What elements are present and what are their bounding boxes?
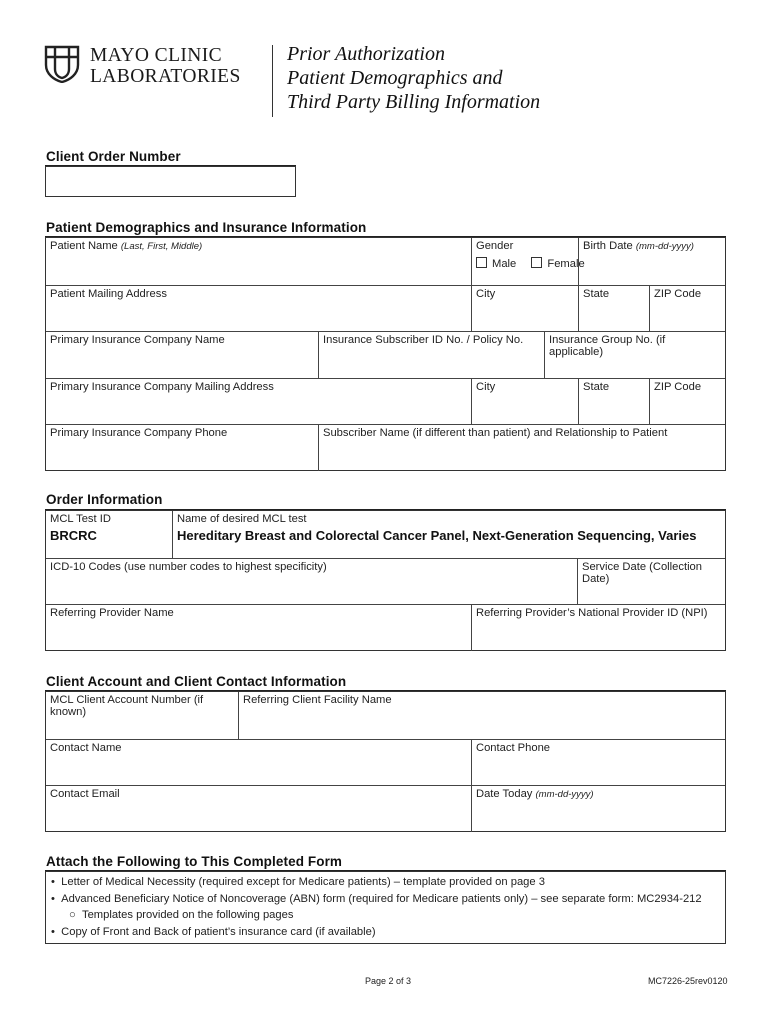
attach-item-3: • Copy of Front and Back of patient’s insurance card (if available) [51,926,376,938]
insurance-mailing-field[interactable] [46,379,471,425]
subscriber-name-label: Subscriber Name (if different than patient) and Relationship to Patient [323,427,668,439]
date-today-field[interactable] [471,786,725,832]
insurance-city-field[interactable] [471,379,578,425]
client-table [45,691,726,832]
city-label: City [476,288,496,300]
insurance-zip-field[interactable] [649,379,725,425]
insurance-company-label: Primary Insurance Company Name [50,334,225,346]
form-title [287,42,540,114]
group-no-label: Insurance Group No. (if applicable) [549,334,666,358]
attach-item-2-text: Advanced Beneficiary Notice of Noncoverage (ABN) form (required for Medicare patients only) – see separate form: MC2934-212 [61,893,702,905]
state-label: State [583,288,610,300]
patient-name-hint: (Last, First, Middle) [120,241,203,252]
attach-box [45,871,726,944]
demographics-heading: Patient Demographics and Insurance Information [46,220,367,235]
attach-item-1-text: Letter of Medical Necessity (required except for Medicare patients) – template provided on page 3 [61,876,545,888]
attach-item-2-sub-text: Templates provided on the following pages [81,909,294,921]
subscriber-name-field[interactable] [318,425,725,471]
attach-item-3-text: Copy of Front and Back of patient’s insurance card (if available) [61,926,376,938]
service-date-field[interactable] [577,559,725,605]
group-no-field[interactable] [544,332,725,379]
test-id-value: BRCRC [50,528,97,543]
male-label: Male [492,258,517,270]
mayo-shield-logo-icon [44,45,80,83]
order-heading: Order Information [46,492,163,507]
service-date-label: Service Date (Collection Date) [582,561,703,585]
test-name-field[interactable] [172,511,725,558]
logo-text [90,45,241,87]
insurance-mailing-label: Primary Insurance Company Mailing Address [50,381,274,393]
attach-item-1: • Letter of Medical Necessity (required except for Medicare patients) – template provided on page 3 [51,876,545,888]
form-id: MC7226-25rev0120 [648,976,728,986]
contact-name-field[interactable] [46,740,471,786]
logo-line1: MAYO CLINIC [90,45,223,66]
account-number-label: MCL Client Account Number (if known) [50,694,204,718]
insurance-zip-label: ZIP Code [654,381,702,393]
facility-name-label: Referring Client Facility Name [243,694,392,706]
date-today-hint: (mm-dd-yyyy) [535,789,594,800]
zip-label: ZIP Code [654,288,702,300]
test-name-label: Name of desired MCL test [177,513,307,525]
date-today-label: Date Today [476,788,533,800]
subscriber-id-field[interactable] [318,332,544,379]
page-number: Page 2 of 3 [365,976,412,986]
title-line2: Patient Demographics and [287,67,503,89]
insurance-state-label: State [583,381,610,393]
contact-name-label: Contact Name [50,742,122,754]
provider-name-label: Referring Provider Name [50,607,174,619]
logo-line2: LABORATORIES [90,66,241,87]
client-heading: Client Account and Client Contact Information [46,674,347,689]
icd-codes-label: ICD-10 Codes (use number codes to highest specificity) [50,561,327,573]
demographics-table [45,237,726,471]
contact-phone-field[interactable] [471,740,725,786]
birth-date-hint: (mm-dd-yyyy) [635,241,694,252]
zip-field[interactable] [649,286,725,332]
birth-date-field[interactable] [578,238,725,285]
state-field[interactable] [578,286,649,332]
patient-name-field[interactable] [46,238,471,285]
provider-npi-field[interactable] [471,605,725,651]
order-table [45,510,726,651]
female-checkbox[interactable] [531,257,542,268]
insurance-company-field[interactable] [46,332,318,379]
test-id-field[interactable] [46,511,172,558]
attach-heading: Attach the Following to This Completed Form [46,854,343,869]
title-line1: Prior Authorization [287,43,445,65]
gender-field [471,238,585,285]
male-checkbox[interactable] [476,257,487,268]
provider-npi-label: Referring Provider’s National Provider ID (NPI) [476,607,708,619]
insurance-city-label: City [476,381,496,393]
mailing-address-field[interactable] [46,286,471,332]
mailing-address-label: Patient Mailing Address [50,288,167,300]
icd-codes-field[interactable] [46,559,577,605]
provider-name-field[interactable] [46,605,471,651]
account-number-field[interactable] [46,692,238,739]
city-field[interactable] [471,286,578,332]
attach-item-2: • Advanced Beneficiary Notice of Noncoverage (ABN) form (required for Medicare patients only) – see separate form: MC2934-212 [51,893,702,905]
insurance-phone-field[interactable] [46,425,318,471]
birth-date-label: Birth Date [583,240,633,252]
attach-item-2-sub: ○ Templates provided on the following pages [69,909,294,921]
insurance-phone-label: Primary Insurance Company Phone [50,427,228,439]
facility-name-field[interactable] [238,692,725,739]
client-order-number-field[interactable] [45,166,296,197]
contact-email-label: Contact Email [50,788,120,800]
subscriber-id-label: Insurance Subscriber ID No. / Policy No. [323,334,524,346]
title-line3: Third Party Billing Information [287,91,541,113]
insurance-state-field[interactable] [578,379,649,425]
female-label: Female [547,258,585,270]
gender-label: Gender [476,240,514,252]
header-divider [272,45,273,117]
patient-name-label: Patient Name [50,240,118,252]
test-id-label: MCL Test ID [50,513,111,525]
test-name-value: Hereditary Breast and Colorectal Cancer Panel, Next-Generation Sequencing, Varies [177,528,697,543]
contact-phone-label: Contact Phone [476,742,551,754]
contact-email-field[interactable] [46,786,471,832]
client-order-heading: Client Order Number [46,149,181,164]
